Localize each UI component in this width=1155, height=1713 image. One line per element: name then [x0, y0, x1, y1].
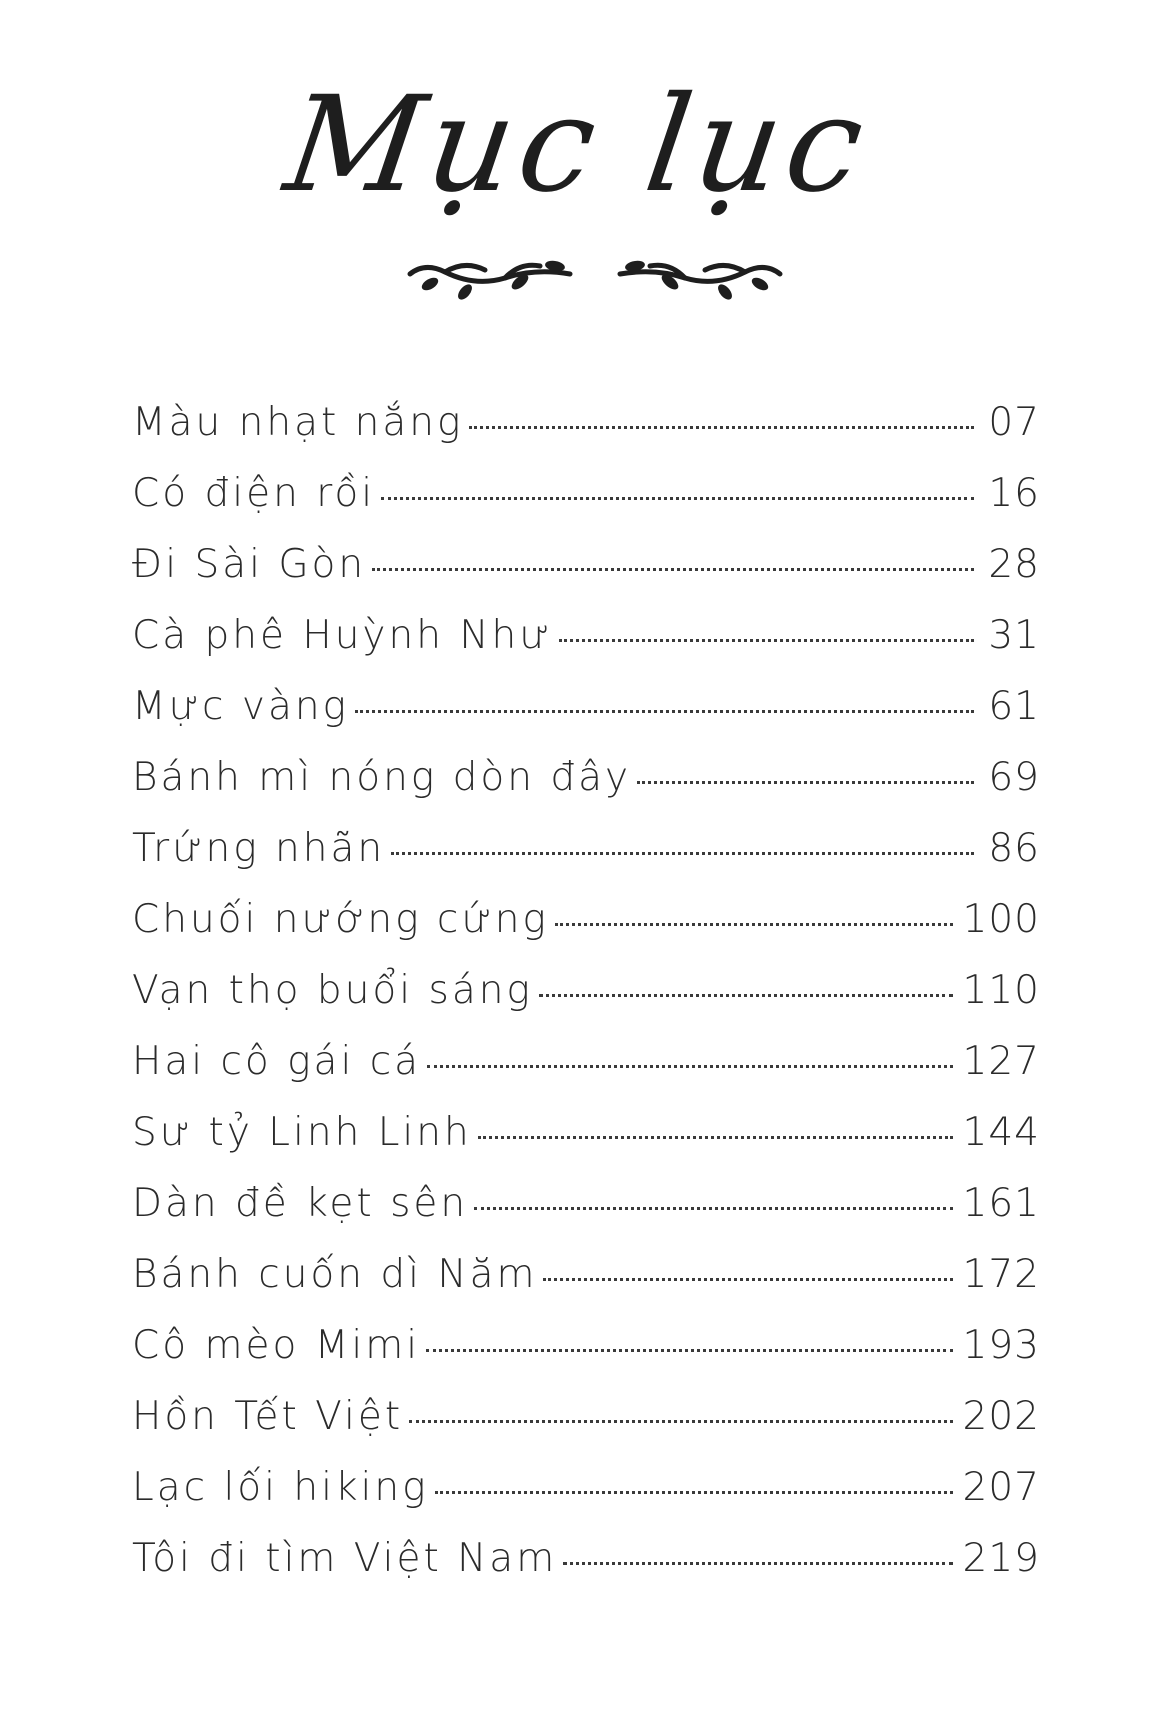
toc-entry-page: 69 — [988, 755, 1040, 800]
dot-leader — [427, 1065, 953, 1068]
toc-entry-page: 219 — [962, 1536, 1040, 1581]
dot-leader — [474, 1207, 952, 1210]
dot-leader — [409, 1420, 952, 1423]
toc-entry[interactable] — [132, 1536, 1040, 1607]
toc-entry-title: Lạc lối hiking — [132, 1465, 429, 1510]
dot-leader — [381, 497, 974, 500]
toc-entry[interactable] — [132, 400, 1040, 471]
toc-entry[interactable] — [132, 1465, 1040, 1536]
dot-leader — [426, 1349, 953, 1352]
toc-entry[interactable] — [132, 1323, 1040, 1394]
toc-entry-title: Mực vàng — [132, 684, 349, 729]
dot-leader — [469, 426, 974, 429]
toc-entry-page: 100 — [962, 897, 1040, 942]
dot-leader — [435, 1491, 953, 1494]
toc-entry[interactable] — [132, 968, 1040, 1039]
toc-entry-page: 172 — [962, 1252, 1040, 1297]
toc-entry-page: 28 — [988, 542, 1040, 587]
dot-leader — [555, 923, 953, 926]
toc-entry[interactable] — [132, 1181, 1040, 1252]
dot-leader — [563, 1562, 952, 1565]
toc-entry-title: Cô mèo Mimi — [132, 1323, 421, 1368]
toc-entry-title: Cà phê Huỳnh Như — [132, 613, 553, 658]
toc-entry-page: 110 — [962, 968, 1040, 1013]
toc-entry-page: 07 — [988, 400, 1040, 445]
dot-leader — [372, 568, 974, 571]
toc-entry-page: 61 — [988, 684, 1040, 729]
toc-entry[interactable] — [132, 613, 1040, 684]
toc-entry[interactable] — [132, 755, 1040, 826]
toc-entry[interactable] — [132, 826, 1040, 897]
toc-entry-page: 161 — [962, 1181, 1040, 1226]
toc-entry-title: Màu nhạt nắng — [132, 400, 464, 445]
toc-entry-title: Chuối nướng cứng — [132, 897, 549, 942]
toc-entry-page: 193 — [962, 1323, 1040, 1368]
toc-entry-title: Đi Sài Gòn — [132, 542, 367, 587]
dot-leader — [539, 994, 953, 997]
toc-entry[interactable] — [132, 1039, 1040, 1110]
toc-entry-page: 31 — [988, 613, 1040, 658]
toc-entry-title: Tôi đi tìm Việt Nam — [132, 1536, 558, 1581]
dot-leader — [559, 639, 974, 642]
dot-leader — [391, 852, 974, 855]
table-of-contents — [132, 400, 1040, 1607]
toc-entry-title: Sư tỷ Linh Linh — [132, 1110, 472, 1155]
toc-entry-title: Dàn đề kẹt sên — [132, 1181, 469, 1226]
toc-entry-title: Vạn thọ buổi sáng — [132, 968, 533, 1013]
toc-entry-title: Hai cô gái cá — [132, 1039, 422, 1084]
toc-entry-title: Hồn Tết Việt — [132, 1394, 404, 1439]
toc-entry-page: 127 — [962, 1039, 1040, 1084]
toc-entry-page: 86 — [988, 826, 1040, 871]
toc-entry-title: Có điện rồi — [132, 471, 376, 516]
toc-entry-page: 202 — [962, 1394, 1040, 1439]
dot-leader — [543, 1278, 952, 1281]
dot-leader — [478, 1136, 953, 1139]
toc-entry[interactable] — [132, 471, 1040, 542]
leaf-vine-ornament-icon — [405, 252, 785, 312]
toc-entry[interactable] — [132, 1110, 1040, 1181]
toc-entry-page: 144 — [962, 1110, 1040, 1155]
dot-leader — [355, 710, 974, 713]
toc-entry-title: Bánh mì nóng dòn đây — [132, 755, 632, 800]
toc-entry-page: 16 — [988, 471, 1040, 516]
toc-entry[interactable] — [132, 1394, 1040, 1465]
toc-entry[interactable] — [132, 542, 1040, 613]
toc-entry-title: Trứng nhãn — [132, 826, 386, 871]
toc-entry[interactable] — [132, 684, 1040, 755]
dot-leader — [637, 781, 974, 784]
page-title: Mục lục — [277, 68, 878, 222]
toc-entry-page: 207 — [962, 1465, 1040, 1510]
toc-entry[interactable] — [132, 897, 1040, 968]
toc-entry-title: Bánh cuốn dì Năm — [132, 1252, 538, 1297]
toc-entry[interactable] — [132, 1252, 1040, 1323]
